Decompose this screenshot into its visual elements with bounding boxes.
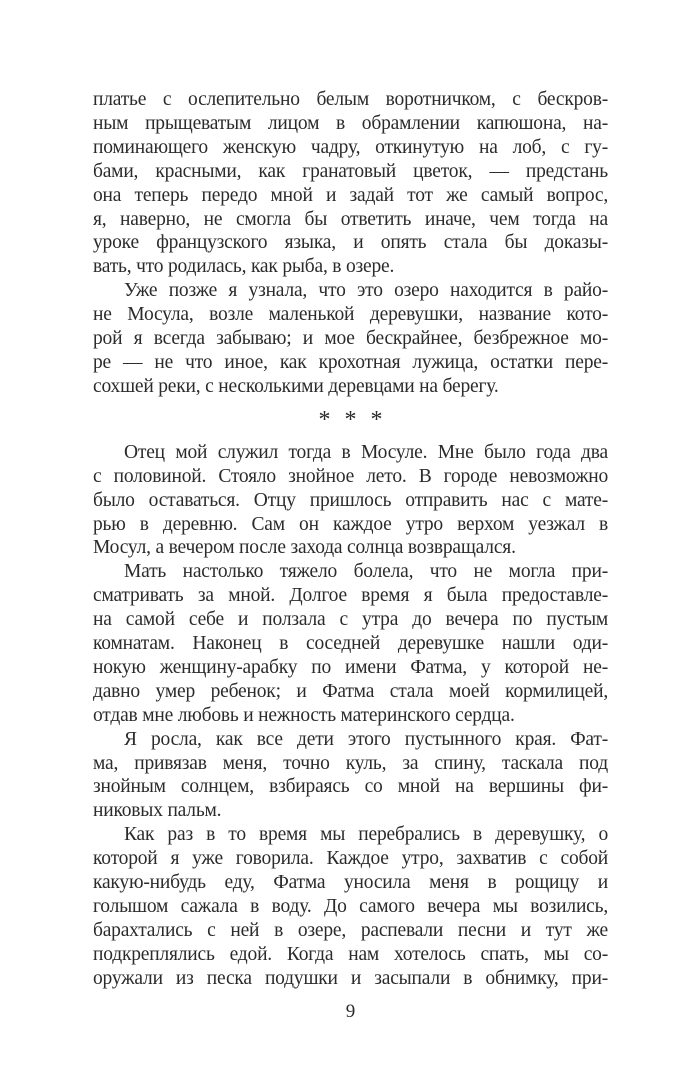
paragraph [93, 560, 608, 727]
text-line: знойным солнцем, взбираясь со мной на вершины фи- [93, 776, 608, 798]
text-line: она теперь передо мной и задай тот же самый вопрос, [93, 184, 608, 206]
text-line: я, наверно, не смогла бы ответить иначе, чем тогда на [93, 208, 608, 230]
page-number: 9 [345, 1001, 356, 1022]
text-line: с половиной. Стояло знойное лето. В городе невозможно [93, 465, 608, 487]
text-line: ре — не что иное, как крохотная лужица, остатки пере- [93, 351, 608, 373]
text-line: сохшей реки, с несколькими деревцами на берегу. [93, 375, 499, 397]
paragraph [93, 728, 608, 824]
text-line: давно умер ребенок; и Фатма стала моей кормилицей, [93, 680, 608, 702]
text-line: барахтались с ней в озере, распевали песни и тут же [93, 919, 608, 941]
text-line: Мосул, а вечером после захода солнца возвращался. [93, 537, 516, 559]
text-line: не Мосула, возле маленькой деревушки, название кото- [93, 304, 608, 326]
text-line: Отец мой служил тогда в Мосуле. Мне было года два [124, 441, 608, 463]
text-line: поминающего женскую чадру, откинутую на лоб, с гу- [93, 136, 608, 158]
text-line: уроке французского языка, и опять стала бы доказы- [93, 232, 608, 254]
paragraph [93, 279, 608, 399]
text-line: Я росла, как все дети этого пустынного края. Фат- [124, 728, 608, 750]
text-line: ным прыщеватым лицом в обрамлении капюшона, на- [93, 112, 608, 134]
text-line: сматривать за мной. Долгое время я была предоставле- [93, 585, 608, 607]
text-line: нокую женщину-арабку по имени Фатма, у которой не- [93, 656, 608, 678]
section-separator: * * * [318, 406, 383, 433]
text-line: отдав мне любовь и нежность материнского сердца. [93, 704, 515, 726]
text-line: подкреплялись едой. Когда нам хотелось спать, мы со- [93, 943, 608, 965]
text-line: Мать настолько тяжело болела, что не могла при- [124, 561, 608, 583]
text-line: рой я всегда забываю; и мое бескрайнее, безбрежное мо- [93, 328, 608, 350]
text-line: которой я уже говорила. Каждое утро, захватив с собой [93, 848, 608, 870]
text-line: какую-нибудь еду, Фатма уносила меня в рощицу и [93, 872, 608, 894]
text-line: Уже позже я узнала, что это озеро находится в райо- [124, 280, 608, 302]
text-line: рью в деревню. Сам он каждое утро верхом уезжал в [93, 513, 608, 535]
text-line: Как раз в то время мы перебрались в деревушку, о [124, 824, 608, 846]
text-line: голышом сажала в воду. До самого вечера мы возились, [93, 896, 608, 917]
text-column [93, 88, 608, 991]
paragraph [93, 823, 608, 990]
text-line: вать, что родилась, как рыба, в озере. [93, 256, 395, 278]
text-line: ма, привязав меня, точно куль, за спину, таскала под [93, 752, 608, 774]
text-line: оружали из песка подушки и засыпали в обнимку, при- [93, 967, 608, 989]
text-line: на самой себе и ползала с утра до вечера по пустым [93, 609, 608, 631]
text-line: бами, красными, как гранатовый цветок, — предстань [93, 160, 608, 182]
text-line: никовых пальм. [93, 800, 222, 822]
text-line: было оставаться. Отцу пришлось отправить нас с мате- [93, 489, 608, 511]
text-line: платье с ослепительно белым воротничком, с бескров- [93, 89, 608, 110]
paragraph [93, 88, 608, 279]
paragraph [93, 441, 608, 561]
text-line: комнатам. Наконец в соседней деревушке нашли оди- [93, 633, 608, 655]
